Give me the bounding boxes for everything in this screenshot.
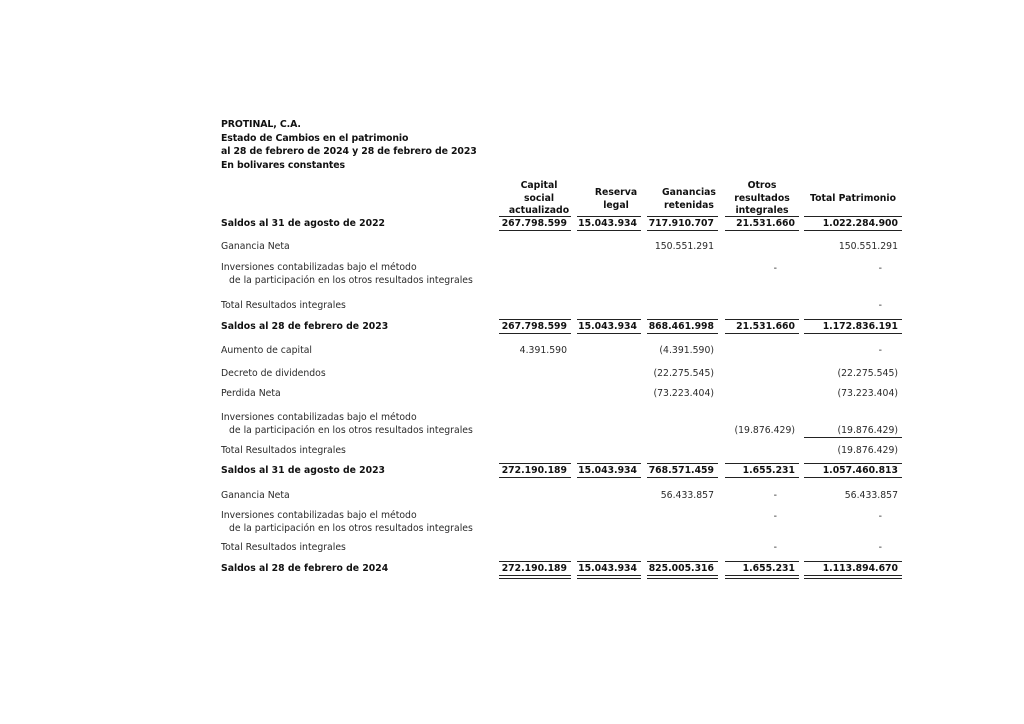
total-rule	[647, 333, 718, 334]
statement-period: al 28 de febrero de 2024 y 28 de febrero de 2023	[221, 146, 477, 157]
subtotal-rule	[804, 463, 902, 464]
value-cell: -	[773, 263, 777, 274]
column-header-reserva-legal	[579, 187, 653, 212]
row-label-text: Aumento de capital	[221, 345, 313, 356]
subtotal-rule	[499, 561, 571, 562]
total-rule	[804, 477, 902, 478]
row-label	[221, 218, 385, 231]
total-rule	[577, 230, 641, 231]
total-rule	[725, 333, 799, 334]
value-cell: 1.113.894.670	[822, 563, 898, 574]
row-label	[221, 262, 473, 287]
value-cell: 1.172.836.191	[822, 321, 898, 332]
column-header-capital-social	[497, 180, 581, 218]
row-label-text: Total Resultados integrales	[221, 300, 346, 311]
row-label	[221, 412, 473, 437]
value-cell: 15.043.934	[578, 563, 637, 574]
column-header-line: actualizado	[508, 205, 570, 217]
total-rule	[725, 230, 799, 231]
column-header-total-patrimonio	[803, 193, 903, 206]
double-rule	[577, 575, 641, 576]
value-cell: -	[878, 300, 882, 311]
total-rule	[804, 230, 902, 231]
subtotal-rule	[804, 319, 902, 320]
double-rule	[577, 578, 641, 579]
value-cell: -	[773, 490, 777, 501]
double-rule	[725, 575, 799, 576]
subtotal-rule	[725, 319, 799, 320]
double-rule	[647, 575, 718, 576]
row-label-text: Saldos al 31 de agosto de 2022	[221, 218, 386, 229]
row-label-text: Inversiones contabilizadas bajo el método	[221, 412, 417, 423]
value-cell: (22.275.545)	[837, 368, 898, 379]
total-rule	[647, 477, 718, 478]
value-cell: 21.531.660	[736, 321, 795, 332]
subtotal-rule	[499, 216, 571, 217]
value-cell: 1.655.231	[742, 465, 795, 476]
value-cell: 15.043.934	[578, 218, 637, 229]
subtotal-rule	[804, 216, 902, 217]
double-rule	[804, 575, 902, 576]
value-cell: 717.910.707	[648, 218, 714, 229]
row-label	[221, 345, 312, 358]
value-cell: -	[878, 542, 882, 553]
value-cell: 15.043.934	[578, 465, 637, 476]
value-cell: 15.043.934	[578, 321, 637, 332]
subtotal-rule	[804, 561, 902, 562]
value-cell: (73.223.404)	[837, 388, 898, 399]
total-rule	[577, 333, 641, 334]
column-header-otros-resultados	[722, 180, 802, 218]
row-label-text: Total Resultados integrales	[221, 445, 346, 456]
value-cell: 272.190.189	[501, 563, 567, 574]
subtotal-rule	[725, 561, 799, 562]
subtotal-rule	[577, 216, 641, 217]
row-label-continuation: de la participación en los otros resultados integrales	[229, 424, 473, 436]
row-label-text: Total Resultados integrales	[221, 542, 346, 553]
value-cell: -	[878, 263, 882, 274]
row-label	[221, 542, 346, 555]
value-cell: 56.433.857	[660, 490, 714, 501]
statement-title: Estado de Cambios en el patrimonio	[221, 132, 409, 144]
value-cell: 868.461.998	[648, 321, 714, 332]
column-header-line: integrales	[735, 205, 789, 217]
double-rule	[499, 578, 571, 579]
subtotal-rule	[725, 463, 799, 464]
row-label-text: Saldos al 28 de febrero de 2024	[221, 563, 389, 574]
row-label-text: Ganancia Neta	[221, 490, 290, 501]
value-cell: -	[773, 511, 777, 522]
row-label-text: Perdida Neta	[221, 388, 281, 399]
subtotal-rule	[647, 561, 718, 562]
row-label	[221, 563, 388, 576]
value-cell: 768.571.459	[648, 465, 714, 476]
currency-note: En bolivares constantes	[221, 159, 346, 171]
row-label	[221, 368, 326, 381]
row-label-text: Saldos al 28 de febrero de 2023	[221, 321, 389, 332]
value-cell: (19.876.429)	[837, 425, 898, 436]
value-cell: 150.551.291	[838, 241, 898, 252]
subtotal-underline	[804, 437, 902, 438]
row-label	[221, 510, 473, 535]
value-cell: 4.391.590	[519, 345, 567, 356]
value-cell: (22.275.545)	[653, 368, 714, 379]
subtotal-rule	[499, 463, 571, 464]
value-cell: 1.655.231	[742, 563, 795, 574]
column-header-line: Capital	[520, 180, 558, 191]
row-label-text: Ganancia Neta	[221, 241, 290, 252]
value-cell: (19.876.429)	[734, 425, 795, 436]
subtotal-rule	[577, 463, 641, 464]
subtotal-rule	[577, 319, 641, 320]
value-cell: 267.798.599	[501, 321, 567, 332]
column-header-line: Ganancias	[662, 187, 716, 198]
column-header-line: Total Patrimonio	[810, 193, 896, 204]
total-rule	[499, 477, 571, 478]
row-label-text: Saldos al 31 de agosto de 2023	[221, 465, 386, 476]
row-label-text: Inversiones contabilizadas bajo el método	[221, 262, 417, 273]
value-cell: 1.057.460.813	[822, 465, 898, 476]
total-rule	[647, 230, 718, 231]
value-cell: 1.022.284.900	[822, 218, 898, 229]
value-cell: 272.190.189	[501, 465, 567, 476]
subtotal-rule	[577, 561, 641, 562]
row-label-continuation: de la participación en los otros resultados integrales	[229, 274, 473, 286]
value-cell: -	[773, 542, 777, 553]
column-header-line: resultados	[734, 192, 790, 204]
row-label	[221, 490, 290, 503]
row-label	[221, 465, 385, 478]
column-header-line: Otros	[747, 180, 777, 191]
total-rule	[725, 477, 799, 478]
column-header-line: Reserva	[594, 187, 638, 198]
value-cell: 267.798.599	[501, 218, 567, 229]
subtotal-rule	[499, 319, 571, 320]
value-cell: (73.223.404)	[653, 388, 714, 399]
statement-header	[221, 118, 477, 172]
column-header-ganancias-retenidas	[648, 187, 730, 212]
company-name: PROTINAL, C.A.	[221, 119, 301, 130]
subtotal-rule	[647, 463, 718, 464]
total-rule	[499, 333, 571, 334]
total-rule	[499, 230, 571, 231]
subtotal-rule	[647, 216, 718, 217]
row-label	[221, 300, 346, 313]
value-cell: -	[878, 345, 882, 356]
row-label	[221, 445, 346, 458]
value-cell: -	[878, 511, 882, 522]
row-label-text: Decreto de dividendos	[221, 368, 326, 379]
row-label	[221, 241, 290, 254]
value-cell: 56.433.857	[844, 490, 898, 501]
value-cell: 21.531.660	[736, 218, 795, 229]
row-label	[221, 321, 388, 334]
row-label	[221, 388, 281, 401]
double-rule	[725, 578, 799, 579]
total-rule	[804, 333, 902, 334]
row-label-continuation: de la participación en los otros resultados integrales	[229, 522, 473, 534]
value-cell: 825.005.316	[648, 563, 714, 574]
subtotal-rule	[725, 216, 799, 217]
total-rule	[577, 477, 641, 478]
column-header-line: social	[523, 192, 555, 204]
value-cell: (19.876.429)	[837, 445, 898, 456]
double-rule	[647, 578, 718, 579]
subtotal-rule	[647, 319, 718, 320]
row-label-text: Inversiones contabilizadas bajo el método	[221, 510, 417, 521]
value-cell: 150.551.291	[654, 241, 714, 252]
value-cell: (4.391.590)	[659, 345, 714, 356]
double-rule	[804, 578, 902, 579]
double-rule	[499, 575, 571, 576]
column-header-line: retenidas	[664, 199, 714, 211]
column-header-line: legal	[603, 199, 629, 211]
